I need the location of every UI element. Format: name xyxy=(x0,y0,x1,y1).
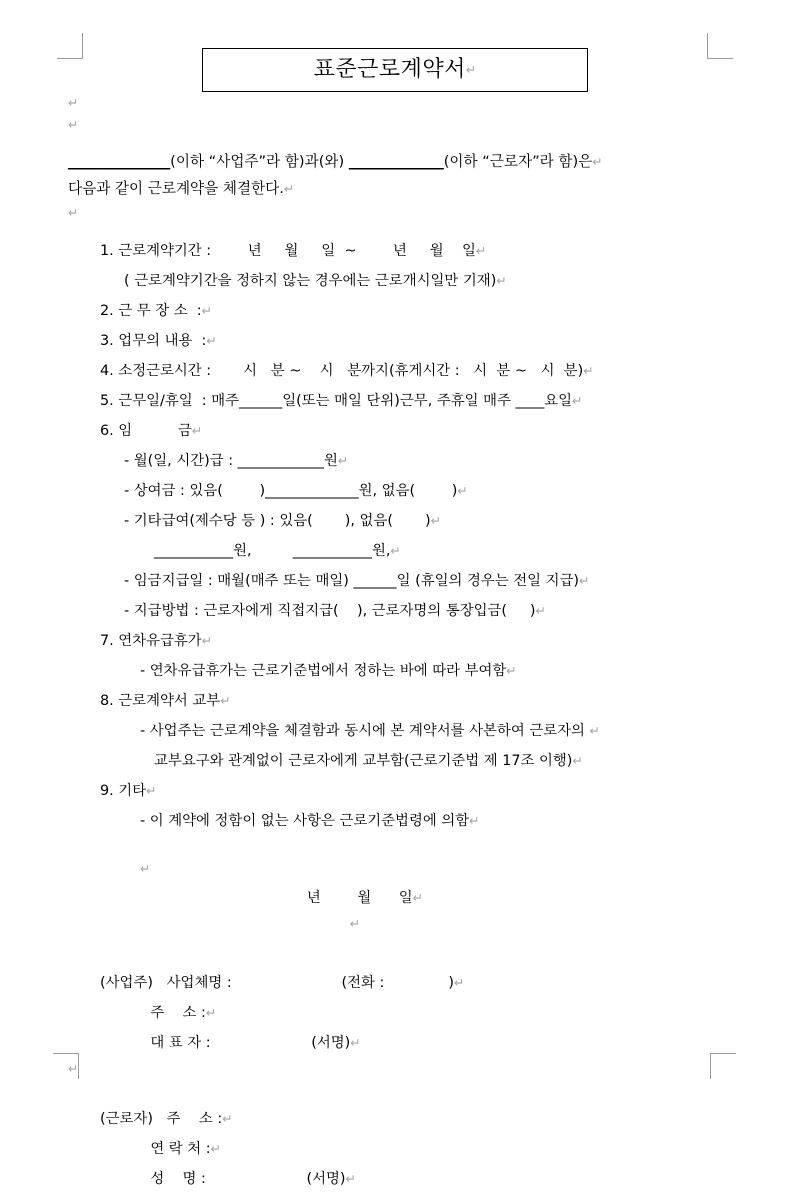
paragraph-mark-icon: ↵ xyxy=(453,975,465,990)
paragraph-mark-icon: ↵ xyxy=(205,1005,217,1020)
document-body xyxy=(68,40,722,1194)
clause-item xyxy=(68,476,722,506)
clause-list xyxy=(68,236,722,836)
clause-text: - 기타급여(제수당 등 ) : 있음( ), 없음( ) xyxy=(124,513,431,529)
clause-item xyxy=(68,356,722,386)
worker-name-blank: _____________ xyxy=(348,153,444,170)
paragraph-mark-icon: ↵ xyxy=(140,861,151,876)
paragraph-mark-icon: ↵ xyxy=(222,1111,233,1126)
paragraph-mark-icon: ↵ xyxy=(465,61,477,77)
intro-worker-label: (이하 “근로자”라 함)은 xyxy=(443,153,593,170)
worker-contact-row xyxy=(68,1134,722,1164)
paragraph-mark-icon: ↵ xyxy=(201,633,213,648)
paragraph-mark-icon: ↵ xyxy=(475,243,487,258)
paragraph-mark-icon: ↵ xyxy=(430,513,442,528)
paragraph-mark-icon: ↵ xyxy=(583,363,594,378)
clause-item xyxy=(68,686,722,716)
paragraph-mark-icon: ↵ xyxy=(412,890,424,905)
worker-address-row xyxy=(68,1104,722,1134)
empty-paragraph xyxy=(68,854,722,884)
paragraph-mark-icon: ↵ xyxy=(337,453,349,468)
paragraph-mark-icon: ↵ xyxy=(589,723,600,738)
empty-paragraph xyxy=(68,202,722,224)
empty-paragraph xyxy=(68,92,722,114)
worker-contact-text: 연 락 처 : xyxy=(100,1141,211,1157)
paragraph-mark-icon: ↵ xyxy=(220,693,231,708)
paragraph-mark-icon: ↵ xyxy=(535,603,547,618)
paragraph-mark-icon: ↵ xyxy=(572,753,583,768)
paragraph-mark-icon: ↵ xyxy=(68,205,79,220)
clause-text: 8. 근로계약서 교부 xyxy=(100,693,221,709)
paragraph-mark-icon: ↵ xyxy=(506,663,517,678)
clause-text: - 월(일, 시간)급 : ____________원 xyxy=(124,453,338,469)
paragraph-mark-icon: ↵ xyxy=(345,1171,356,1186)
employer-business-name-row xyxy=(68,968,722,998)
paragraph-mark-icon: ↵ xyxy=(68,117,79,132)
clause-text: 5. 근무일/휴일 : 매주______일(또는 매일 단위)근무, 주휴일 매주 ____요일 xyxy=(100,393,573,409)
paragraph-mark-icon: ↵ xyxy=(496,273,507,288)
paragraph-mark-icon: ↵ xyxy=(146,783,157,798)
page-title: 표준근로계약서 xyxy=(313,57,466,82)
paragraph-mark-icon: ↵ xyxy=(283,181,295,196)
worker-name-text: 성 명 : (서명) xyxy=(100,1171,346,1187)
clause-item xyxy=(68,386,722,416)
worker-signature-block xyxy=(68,1104,722,1194)
clause-item xyxy=(68,296,722,326)
clause-item xyxy=(68,266,722,296)
clause-item xyxy=(68,656,722,686)
empty-paragraph xyxy=(68,1058,722,1080)
clause-item xyxy=(68,716,722,746)
empty-paragraph xyxy=(68,912,722,936)
clause-text: 1. 근로계약기간 : 년 월 일 ~ 년 월 일 xyxy=(100,243,476,259)
employer-business-name-text: (사업주) 사업체명 : (전화 : ) xyxy=(100,975,454,991)
paragraph-mark-icon: ↵ xyxy=(457,483,468,498)
clause-text: 교부요구와 관계없이 근로자에게 교부함(근로기준법 제 17조 이행) xyxy=(154,753,573,769)
paragraph-mark-icon: ↵ xyxy=(579,573,590,588)
employer-address-text: 주 소 : xyxy=(100,1005,206,1021)
employer-address-row xyxy=(68,998,722,1028)
clause-text: - 상여금 : 있음( )_____________원, 없음( ) xyxy=(124,483,458,499)
clause-item xyxy=(68,446,722,476)
paragraph-mark-icon: ↵ xyxy=(592,154,603,169)
clause-text: 6. 임 금 xyxy=(100,423,192,439)
clause-text: - 사업주는 근로계약을 체결함과 동시에 본 계약서를 사본하여 근로자의 xyxy=(140,723,590,739)
intro-paragraph xyxy=(68,148,722,202)
clause-text: - 지급방법 : 근로자에게 직접지급( ), 근로자명의 통장입금( ) xyxy=(124,603,536,619)
paragraph-mark-icon: ↵ xyxy=(191,423,203,438)
date-line-text: 년 월 일 xyxy=(306,890,413,906)
clause-text: ___________원, ___________원, xyxy=(154,543,391,559)
paragraph-mark-icon: ↵ xyxy=(201,303,213,318)
clause-text: - 이 계약에 정함이 없는 사항은 근로기준법령에 의함 xyxy=(140,813,470,829)
clause-item xyxy=(68,806,722,836)
paragraph-mark-icon: ↵ xyxy=(349,916,361,931)
clause-item xyxy=(68,566,722,596)
intro-line-2: 다음과 같이 근로계약을 체결한다. xyxy=(68,180,284,197)
paragraph-mark-icon: ↵ xyxy=(206,333,217,348)
clause-item xyxy=(68,776,722,806)
document-title-box xyxy=(202,48,588,92)
worker-name-row xyxy=(68,1164,722,1194)
paragraph-mark-icon: ↵ xyxy=(210,1141,222,1156)
employer-representative-text: 대 표 자 : (서명) xyxy=(100,1035,351,1051)
paragraph-mark-icon: ↵ xyxy=(68,95,79,110)
clause-text: ( 근로계약기간을 정하지 않는 경우에는 근로개시일만 기재) xyxy=(124,273,497,289)
clause-text: - 임금지급일 : 매월(매주 또는 매일) ______일 (휴일의 경우는 전일 지급) xyxy=(124,573,580,589)
clause-text: 9. 기타 xyxy=(100,783,147,799)
paragraph-mark-icon: ↵ xyxy=(572,393,583,408)
employer-representative-row xyxy=(68,1028,722,1058)
clause-item xyxy=(68,326,722,356)
clause-text: 7. 연차유급휴가 xyxy=(100,633,202,649)
date-line xyxy=(68,884,722,912)
paragraph-mark-icon: ↵ xyxy=(469,813,480,828)
paragraph-mark-icon: ↵ xyxy=(390,543,401,558)
paragraph-mark-icon: ↵ xyxy=(68,1061,79,1076)
employer-name-blank: ______________ xyxy=(68,153,171,170)
clause-item xyxy=(68,596,722,626)
clause-text: 4. 소정근로시간 : 시 분 ~ 시 분까지(휴게시간 : 시 분 ~ 시 분) xyxy=(100,363,584,379)
clause-item xyxy=(68,536,722,566)
clause-text: 2. 근 무 장 소 : xyxy=(100,303,202,319)
clause-item xyxy=(68,506,722,536)
clause-text: 3. 업무의 내용 : xyxy=(100,333,207,349)
clause-item xyxy=(68,746,722,776)
employer-signature-block xyxy=(68,968,722,1058)
worker-address-text: (근로자) 주 소 : xyxy=(100,1111,223,1127)
clause-text: - 연차유급휴가는 근로기준법에서 정하는 바에 따라 부여함 xyxy=(140,663,507,679)
clause-item xyxy=(68,416,722,446)
paragraph-mark-icon: ↵ xyxy=(350,1035,361,1050)
clause-item xyxy=(68,236,722,266)
clause-item xyxy=(68,626,722,656)
empty-paragraph xyxy=(68,114,722,136)
intro-employer-label: (이하 “사업주”라 함)과(와) xyxy=(170,153,349,170)
